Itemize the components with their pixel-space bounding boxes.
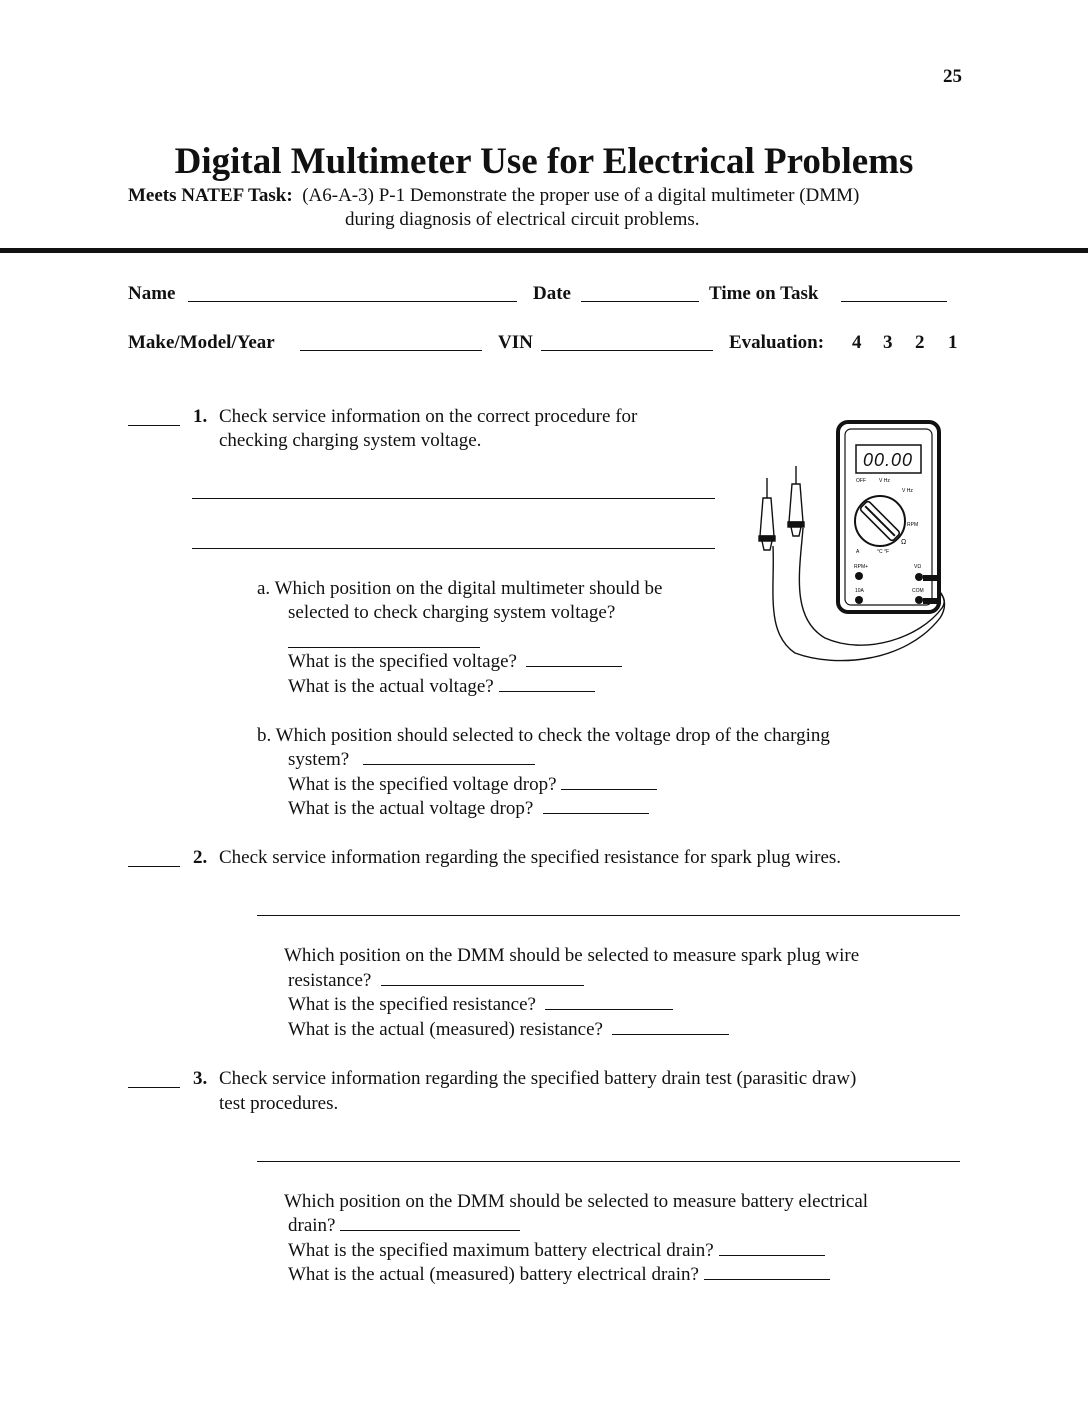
label-rpm: RPM — [907, 522, 919, 528]
q3-specified-label: What is the specified maximum battery electrical drain? — [288, 1240, 714, 1261]
q1-text-line-2: checking charging system voltage. — [219, 430, 482, 451]
evaluation-score-2[interactable]: 2 — [915, 332, 925, 353]
label-v-ohm: VΩ — [914, 564, 922, 570]
q2-actual-row — [288, 1019, 729, 1041]
q3-actual-blank[interactable] — [704, 1265, 830, 1280]
label-com: COM — [912, 588, 924, 594]
q3-sub-line-2 — [288, 1215, 520, 1237]
q2-answer-line[interactable] — [257, 915, 960, 916]
task-line-1 — [128, 185, 859, 207]
q1-number: 1. — [193, 406, 208, 427]
q1a-line-2: selected to check charging system voltage? — [288, 602, 616, 623]
label-temp: °C °F — [877, 549, 890, 555]
q3-check-blank[interactable] — [128, 1087, 180, 1088]
label-ohm: Ω — [901, 539, 907, 546]
rpm-port — [855, 572, 863, 580]
q1a-actual-label: What is the actual voltage? — [288, 676, 494, 697]
com-port — [915, 596, 923, 604]
q3-actual-row — [288, 1264, 830, 1286]
vin-label: VIN — [498, 332, 533, 353]
q1a-line-1: a. Which position on the digital multimeter should be — [257, 578, 663, 599]
q1b-specified-label: What is the specified voltage drop? — [288, 774, 557, 795]
evaluation-label: Evaluation: — [729, 332, 825, 353]
q3-position-blank[interactable] — [340, 1216, 520, 1231]
task-line-2: during diagnosis of electrical circuit problems. — [345, 209, 700, 230]
q2-text-line-1: Check service information regarding the specified resistance for spark plug wires. — [219, 847, 842, 868]
q1-answer-line-1[interactable] — [192, 498, 715, 499]
q2-actual-label: What is the actual (measured) resistance? — [288, 1019, 603, 1040]
q1a-actual-row — [288, 676, 595, 698]
label-v-hz-dc: V Hz — [902, 488, 913, 494]
label-rpm-plus: RPM+ — [854, 564, 869, 570]
q1b-line-2 — [288, 749, 535, 771]
q1b-actual-row — [288, 798, 649, 820]
q1a-specified-label: What is the specified voltage? — [288, 651, 517, 672]
q3-sub-line-2-text: drain? — [288, 1215, 336, 1236]
q3-number: 3. — [193, 1068, 208, 1089]
10a-port — [855, 596, 863, 604]
q1a-actual-blank[interactable] — [499, 677, 595, 692]
multimeter-illustration — [755, 418, 950, 678]
q2-sub-line-2-text: resistance? — [288, 970, 372, 991]
q1-check-blank[interactable] — [128, 425, 180, 426]
name-label: Name — [128, 283, 176, 304]
q1b-actual-blank[interactable] — [543, 799, 649, 814]
v-ohm-port — [915, 573, 923, 581]
date-label: Date — [533, 283, 571, 304]
q2-specified-label: What is the specified resistance? — [288, 994, 536, 1015]
q2-sub-line-1: Which position on the DMM should be selected to measure spark plug wire — [284, 945, 860, 966]
time-on-task-field[interactable] — [841, 301, 947, 302]
q1a-specified-row — [288, 651, 622, 673]
q1a-specified-blank[interactable] — [526, 652, 622, 667]
q1b-line-1: b. Which position should selected to check the voltage drop of the charging — [257, 725, 830, 746]
date-field[interactable] — [581, 301, 699, 302]
q3-answer-line[interactable] — [257, 1161, 960, 1162]
page-number: 25 — [943, 66, 962, 87]
evaluation-score-4[interactable]: 4 — [852, 332, 862, 353]
page-title: Digital Multimeter Use for Electrical Problems — [174, 141, 914, 182]
lead-plug-black — [923, 598, 941, 604]
header-divider — [0, 248, 1088, 253]
q3-specified-blank[interactable] — [719, 1241, 825, 1256]
q2-check-blank[interactable] — [128, 866, 180, 867]
q3-sub-line-1: Which position on the DMM should be selected to measure battery electrical — [284, 1191, 869, 1212]
q1b-specified-row — [288, 774, 657, 796]
label-amps: A — [856, 549, 860, 555]
q2-sub-line-2 — [288, 970, 584, 992]
label-off: OFF — [856, 478, 866, 484]
q3-specified-row — [288, 1240, 825, 1262]
evaluation-score-1[interactable]: 1 — [948, 332, 958, 353]
time-on-task-label: Time on Task — [709, 283, 819, 304]
name-field[interactable] — [188, 301, 517, 302]
task-label: Meets NATEF Task: — [128, 185, 293, 206]
probe-left — [759, 478, 775, 550]
q1b-specified-blank[interactable] — [561, 775, 657, 790]
lead-plug-red — [923, 575, 941, 581]
q1b-position-blank[interactable] — [363, 750, 535, 765]
probe-right — [788, 466, 804, 536]
evaluation-score-3[interactable]: 3 — [883, 332, 893, 353]
q1b-line-2-text: system? — [288, 749, 350, 770]
q1b-actual-label: What is the actual voltage drop? — [288, 798, 534, 819]
q2-specified-blank[interactable] — [545, 995, 673, 1010]
q1a-position-blank[interactable] — [288, 647, 480, 648]
make-model-year-label: Make/Model/Year — [128, 332, 275, 353]
q1-answer-line-2[interactable] — [192, 548, 715, 549]
task-text: (A6-A-3) P-1 Demonstrate the proper use of a digital multimeter (DMM) — [302, 185, 860, 206]
q2-position-blank[interactable] — [381, 971, 584, 986]
q1-text-line-1: Check service information on the correct procedure for — [219, 406, 638, 427]
display-reading: 00.00 — [862, 450, 914, 470]
q2-number: 2. — [193, 847, 208, 868]
q3-text-line-2: test procedures. — [219, 1093, 339, 1114]
make-model-year-field[interactable] — [300, 350, 482, 351]
q2-actual-blank[interactable] — [612, 1020, 729, 1035]
label-10a: 10A — [855, 588, 864, 594]
label-v-hz-ac: V Hz — [879, 478, 890, 484]
q3-actual-label: What is the actual (measured) battery electrical drain? — [288, 1264, 699, 1285]
q3-text-line-1: Check service information regarding the specified battery drain test (parasitic draw) — [219, 1068, 857, 1089]
q2-specified-row — [288, 994, 673, 1016]
vin-field[interactable] — [541, 350, 713, 351]
